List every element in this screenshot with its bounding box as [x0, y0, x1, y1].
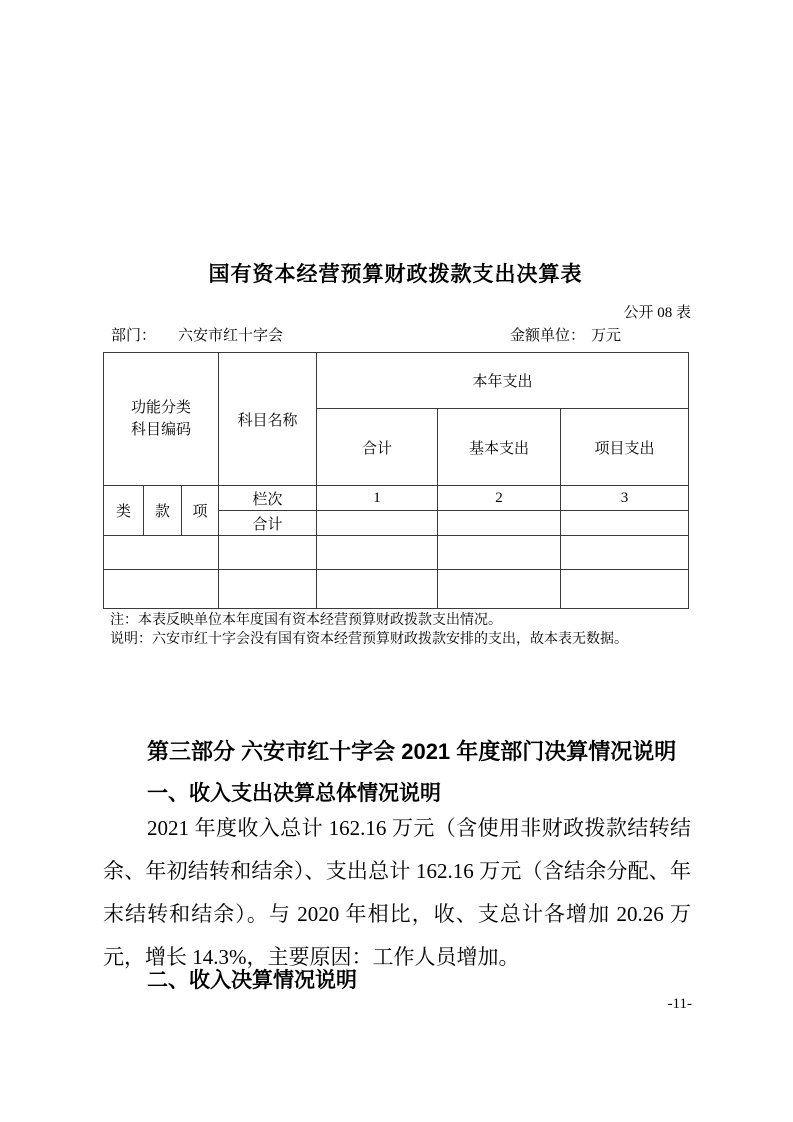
section-two-heading: 二、收入决算情况说明	[147, 969, 357, 992]
amount-unit-field	[510, 324, 621, 345]
table-note: 注：本表反映单位本年度国有资本经营预算财政拨款支出情况。	[110, 613, 502, 628]
column-number-1: 1	[317, 486, 438, 511]
column-number-3: 3	[561, 486, 689, 511]
header-year-expenditure: 本年支出	[317, 353, 689, 409]
empty-cell	[561, 570, 689, 609]
table-notes	[110, 611, 690, 649]
part-three-heading: 第三部分 六安市红十字会 2021 年度部门决算情况说明	[147, 739, 677, 764]
table-row	[104, 570, 689, 609]
header-functional-code-line2: 科目编码	[131, 422, 192, 438]
empty-cell	[219, 536, 317, 570]
department-field	[111, 324, 283, 345]
empty-cell	[561, 536, 689, 570]
header-basic-expenditure: 基本支出	[438, 409, 561, 486]
table-explanation: 说明：六安市红十字会没有国有资本经营预算财政拨款安排的支出，故本表无数据。	[110, 632, 628, 647]
empty-cell	[104, 536, 219, 570]
header-subject-name: 科目名称	[219, 353, 317, 486]
header-item: 项	[182, 486, 219, 536]
department-label: 部门：	[111, 328, 157, 344]
department-value: 六安市红十字会	[178, 328, 284, 344]
table-meta-row	[103, 324, 691, 344]
header-functional-code-line1: 功能分类	[131, 400, 192, 416]
table-code-label: 公开 08 表	[623, 305, 691, 321]
header-project-expenditure: 项目支出	[561, 409, 689, 486]
section-one-paragraph: 2021 年度收入总计 162.16 万元（含使用非财政拨款结转结余、年初结转和结余）、支出总计 162.16 万元（含结余分配、年末结转和结余）。与 2020 年相比，收、支总计各增加 20.26 万元，增长 14.3%，主要原因：工作人员增加。	[103, 816, 691, 969]
total-row-value-basic	[438, 511, 561, 536]
empty-cell	[438, 536, 561, 570]
empty-cell	[317, 536, 438, 570]
page-number: -11-	[667, 996, 692, 1012]
expenditure-table	[103, 352, 689, 609]
empty-cell	[104, 570, 219, 609]
header-class: 类	[104, 486, 144, 536]
section-one-heading: 一、收入支出决算总体情况说明	[147, 782, 441, 805]
total-row-value-project	[561, 511, 689, 536]
amount-unit-value: 万元	[591, 328, 622, 344]
header-section: 款	[144, 486, 182, 536]
column-number-2: 2	[438, 486, 561, 511]
total-row-label: 合计	[219, 511, 317, 536]
table-row	[104, 536, 689, 570]
empty-cell	[317, 570, 438, 609]
header-column-label: 栏次	[219, 486, 317, 511]
amount-unit-label: 金额单位：	[510, 328, 586, 344]
empty-cell	[438, 570, 561, 609]
page-title: 国有资本经营预算财政拨款支出决算表	[208, 263, 583, 286]
empty-cell	[219, 570, 317, 609]
total-row-value-total	[317, 511, 438, 536]
header-total: 合计	[317, 409, 438, 486]
header-functional-code	[104, 353, 219, 486]
